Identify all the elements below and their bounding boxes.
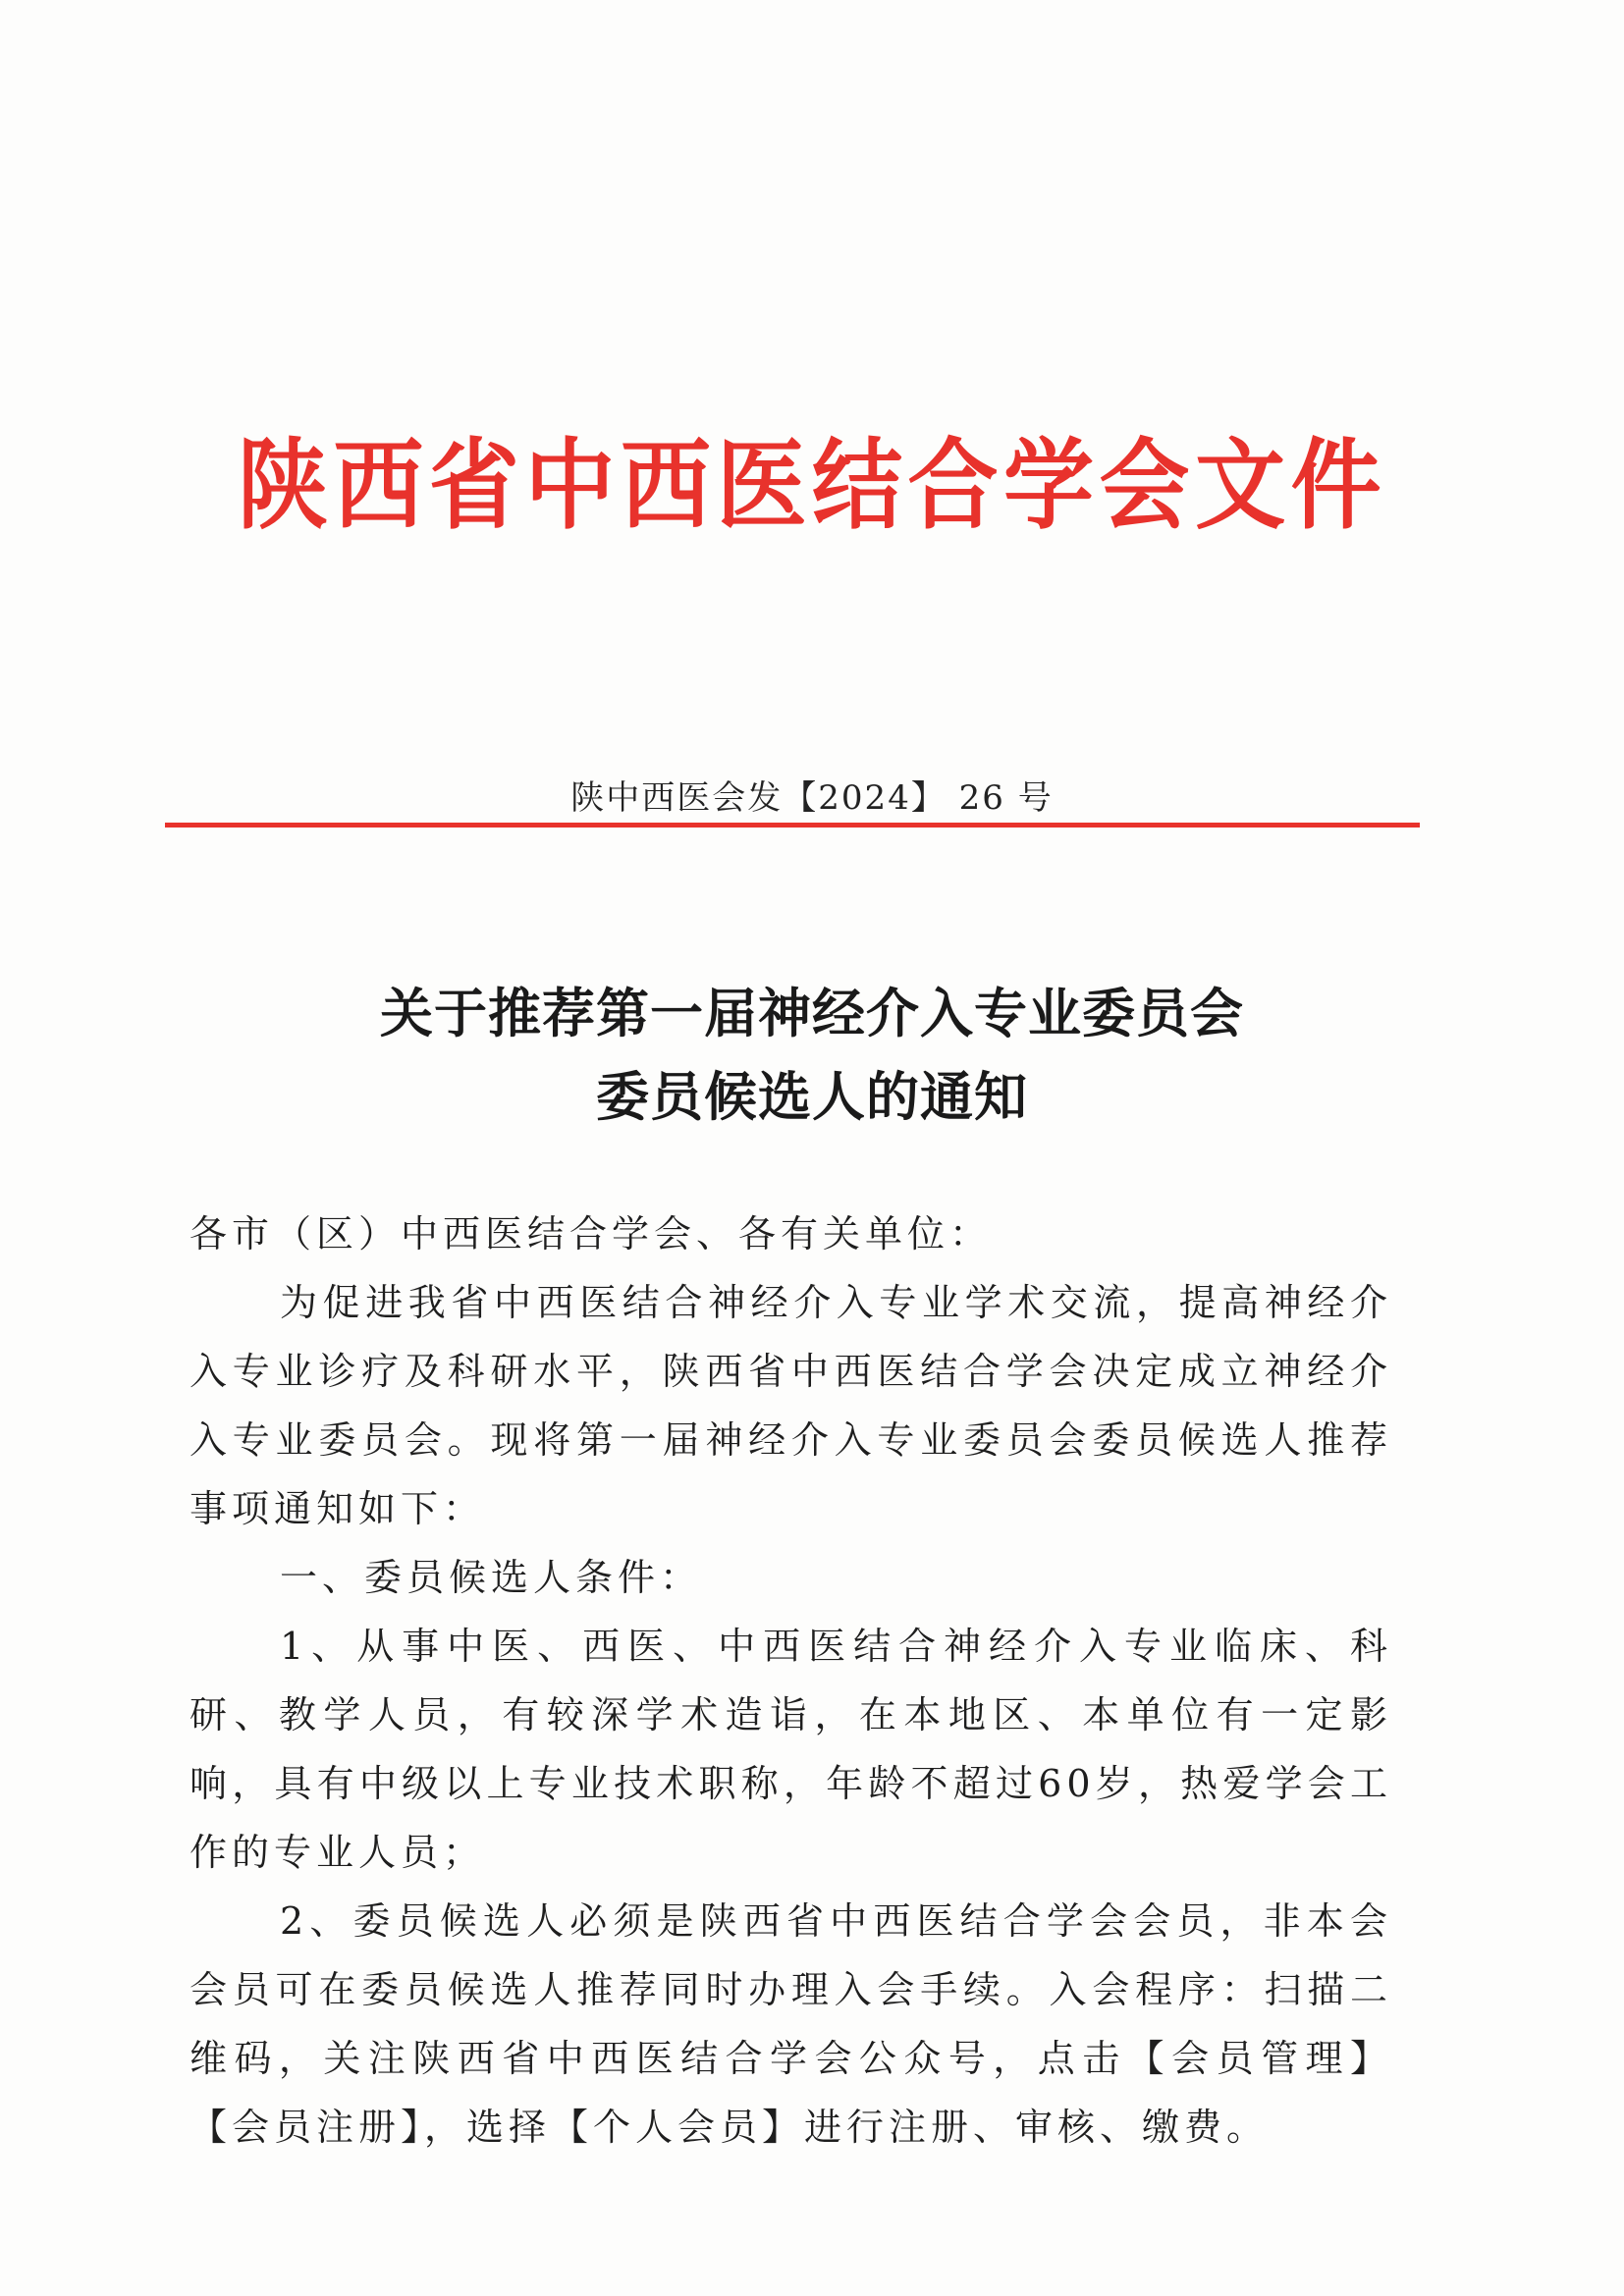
intro-paragraph: 为促进我省中西医结合神经介入专业学术交流，提高神经介入专业诊疗及科研水平，陕西省中西医结合学会决定成立神经介入专业委员会。现将第一届神经介入专业委员会委员候选人推荐事项通知如下： bbox=[189, 1281, 1392, 1530]
condition-item-1: 1、从事中医、西医、中西医结合神经介入专业临床、科研、教学人员，有较深学术造诣，在本地区、本单位有一定影响，具有中级以上专业技术职称，年龄不超过60岁，热爱学会工作的专业人员； bbox=[189, 1625, 1392, 1874]
document-number: 陕中西医会发【2024】 26 号 bbox=[570, 778, 1054, 818]
organization-header: 陕西省中西医结合学会文件 bbox=[237, 428, 1387, 543]
notice-body bbox=[189, 1200, 1392, 2162]
header-divider bbox=[165, 823, 1420, 828]
condition-item-2: 2、委员候选人必须是陕西省中西医结合学会会员，非本会会员可在委员候选人推荐同时办理入会手续。入会程序：扫描二维码，关注陕西省中西医结合学会公众号，点击【会员管理】【会员注册】，选择【个人会员】进行注册、审核、缴费。 bbox=[189, 1899, 1392, 2149]
section-heading-1: 一、委员候选人条件： bbox=[280, 1556, 703, 1599]
notice-title-line-1: 关于推荐第一届神经介入专业委员会 bbox=[380, 982, 1244, 1044]
notice-title-line-2: 委员候选人的通知 bbox=[596, 1065, 1028, 1128]
salutation: 各市（区）中西医结合学会、各有关单位： bbox=[189, 1212, 993, 1255]
